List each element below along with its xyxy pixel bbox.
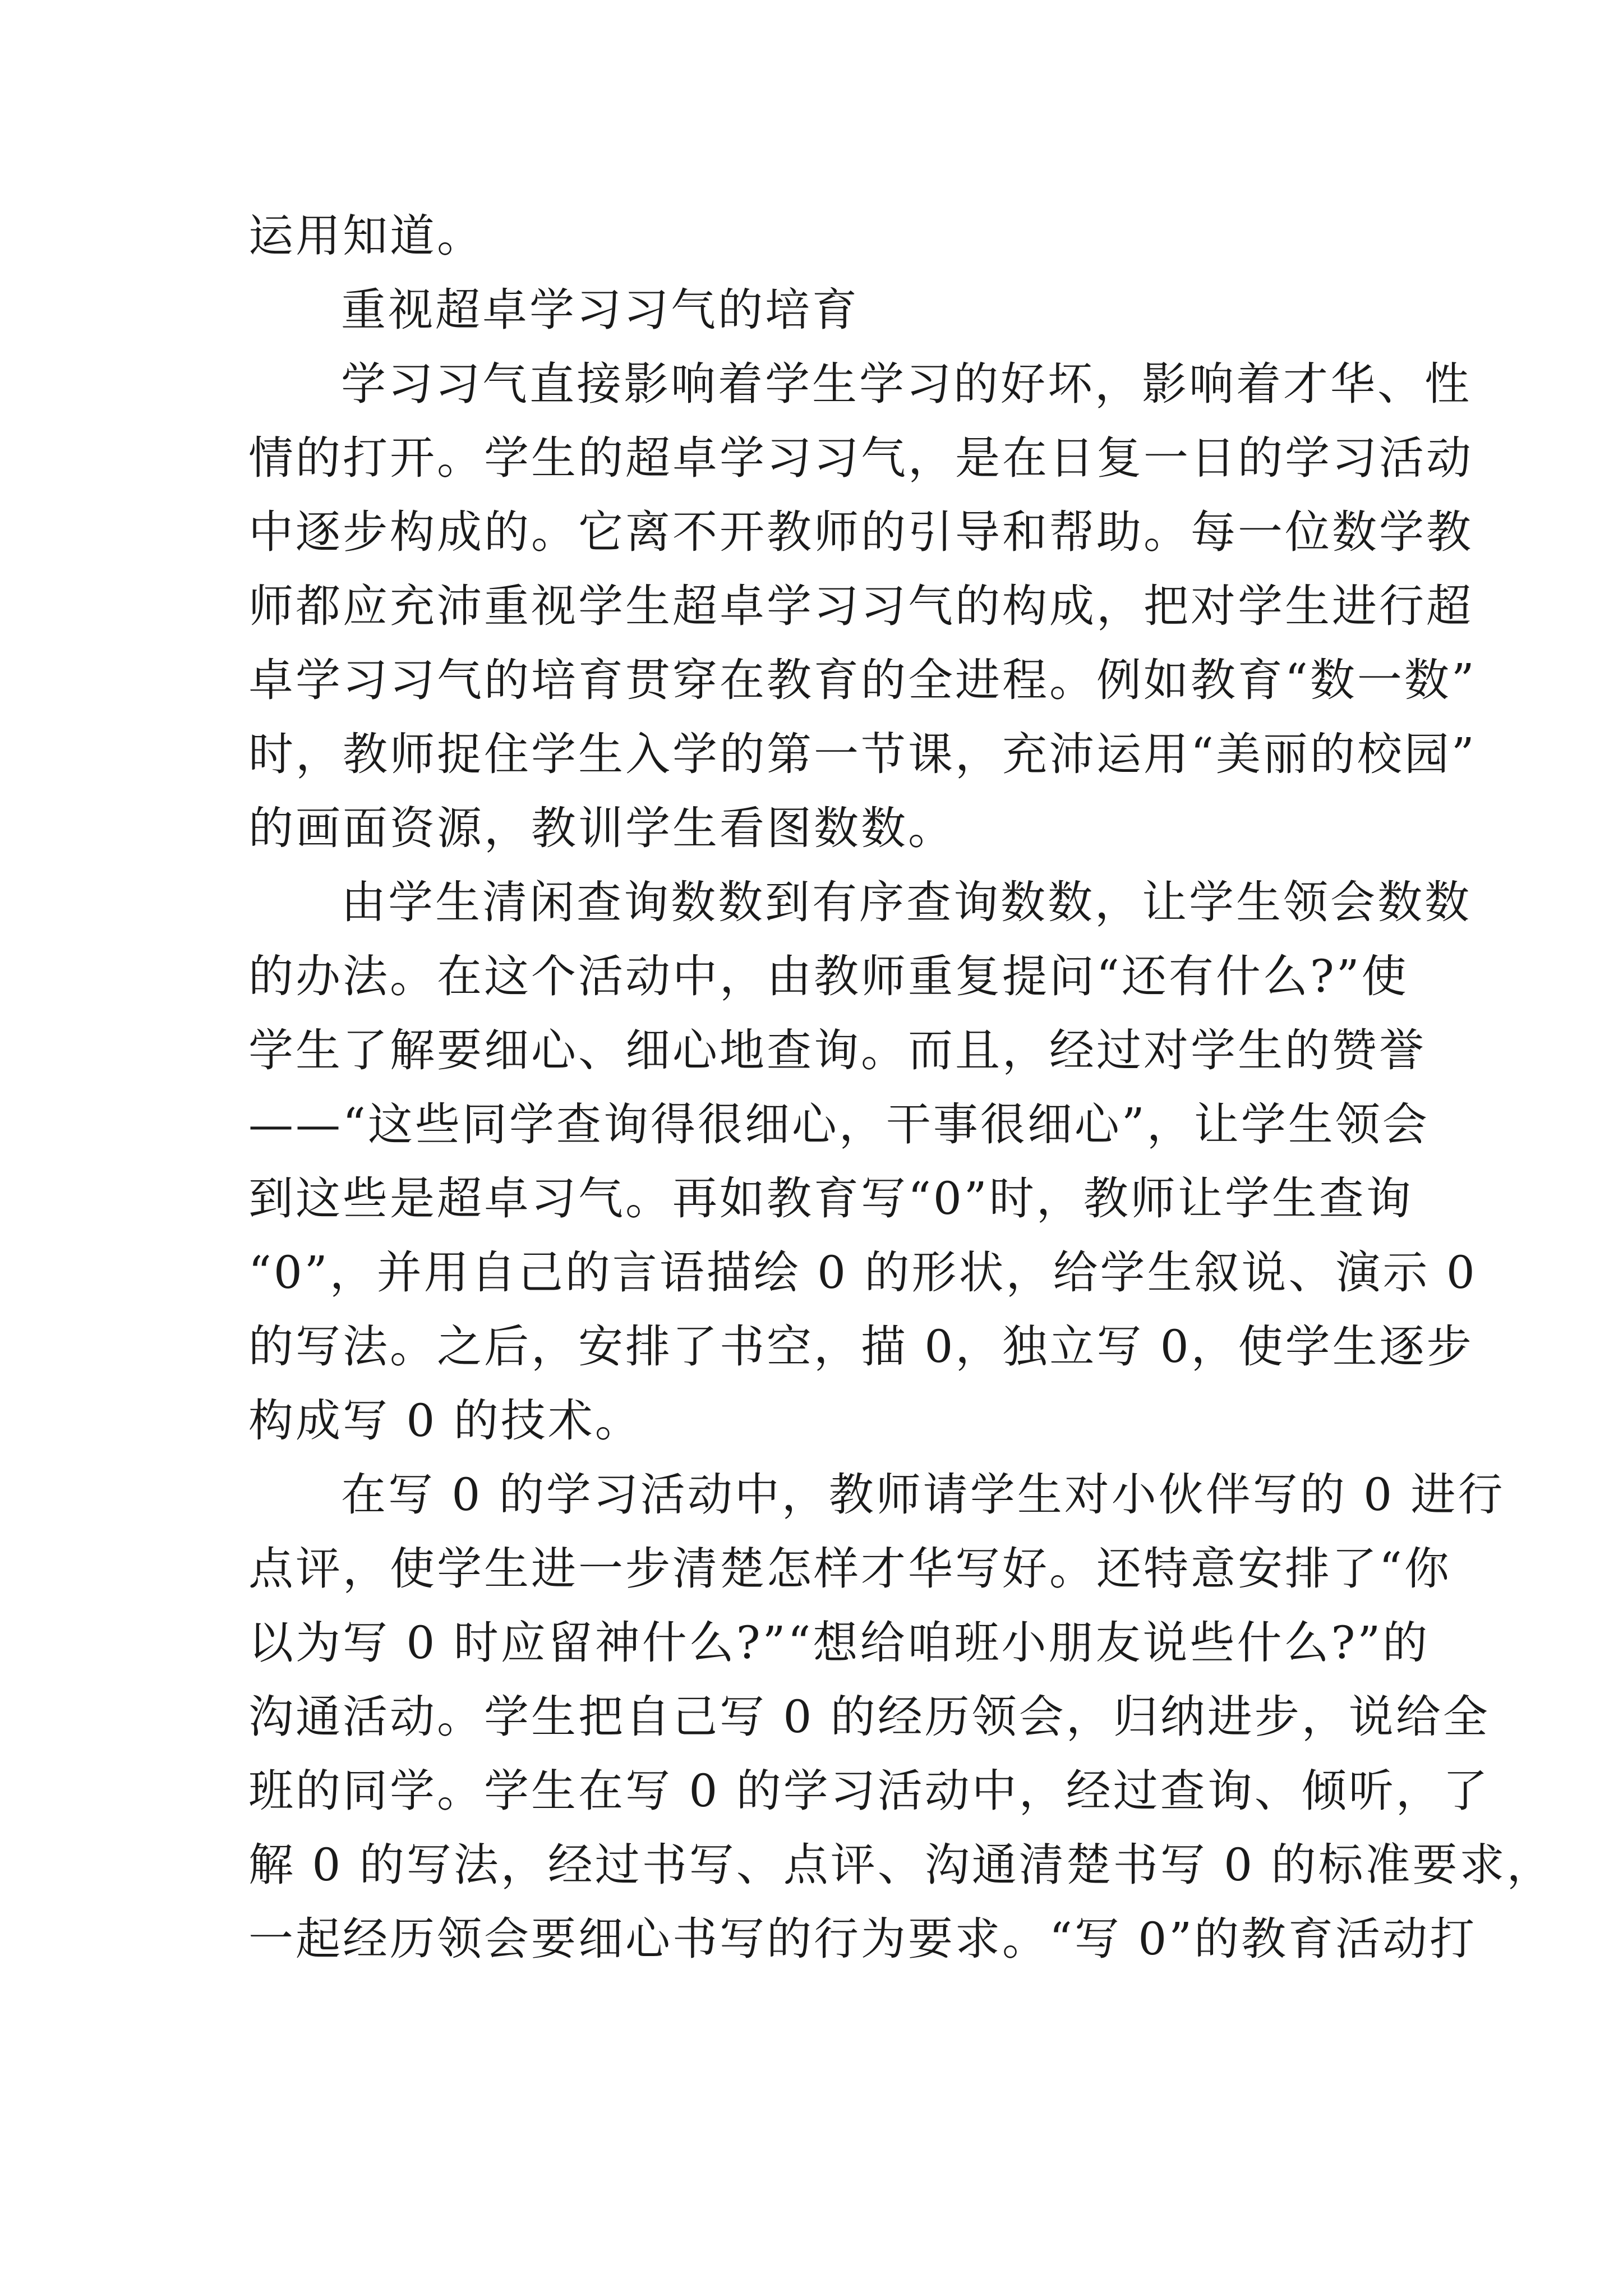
text-line: 情的打开。学生的超卓学习习气，是在日复一日的学习活动 bbox=[248, 432, 1473, 484]
text-line: 到这些是超卓习气。再如教育写“0”时，教师让学生查询 bbox=[248, 1172, 1413, 1225]
body-text bbox=[248, 199, 1554, 1976]
text-line: 时，教师捉住学生入学的第一节课，充沛运用“美丽的校园” bbox=[248, 728, 1477, 780]
text-line: 构成写 0 的技术。 bbox=[248, 1395, 642, 1447]
text-line: 师都应充沛重视学生超卓学习习气的构成，把对学生进行超 bbox=[248, 580, 1473, 632]
paragraph-first-line: 学习习气直接影响着学生学习的好坏，影响着才华、性 bbox=[341, 358, 1472, 410]
text-line: 运用知道。 bbox=[248, 210, 484, 262]
paragraph-first-line: 由学生清闲查询数数到有序查询数数，让学生领会数数 bbox=[341, 876, 1472, 928]
text-line: 的画面资源，教训学生看图数数。 bbox=[248, 802, 955, 854]
text-line: ——“这些同学查询得很细心，干事很细心”，让学生领会 bbox=[248, 1098, 1430, 1151]
text-line: 班的同学。学生在写 0 的学习活动中，经过查询、倾听，了 bbox=[248, 1765, 1490, 1817]
text-line: 解 0 的写法，经过书写、点评、沟通清楚书写 0 的标准要求， bbox=[248, 1839, 1554, 1891]
text-line: 一起经历领会要细心书写的行为要求。“写 0”的教育活动打 bbox=[248, 1913, 1477, 1965]
text-line: “0”，并用自己的言语描绘 0 的形状，给学生叙说、演示 0 bbox=[248, 1246, 1477, 1299]
paragraph-first-line: 重视超卓学习习气的培育 bbox=[341, 284, 859, 336]
text-line: 以为写 0 时应留神什么?”“想给咱班小朋友说些什么?”的 bbox=[248, 1617, 1430, 1669]
text-line: 的办法。在这个活动中，由教师重复提问“还有什么?”使 bbox=[248, 950, 1409, 1002]
text-line: 点评，使学生进一步清楚怎样才华写好。还特意安排了“你 bbox=[248, 1543, 1451, 1595]
text-line: 学生了解要细心、细心地查询。而且，经过对学生的赞誉 bbox=[248, 1024, 1426, 1076]
paragraph-first-line: 在写 0 的学习活动中，教师请学生对小伙伴写的 0 进行 bbox=[341, 1469, 1505, 1521]
text-line: 的写法。之后，安排了书空，描 0，独立写 0，使学生逐步 bbox=[248, 1320, 1474, 1373]
text-line: 卓学习习气的培育贯穿在教育的全进程。例如教育“数一数” bbox=[248, 654, 1477, 706]
text-line: 沟通活动。学生把自己写 0 的经历领会，归纳进步，说给全 bbox=[248, 1691, 1490, 1743]
text-line: 中逐步构成的。它离不开教师的引导和帮助。每一位数学教 bbox=[248, 506, 1473, 558]
